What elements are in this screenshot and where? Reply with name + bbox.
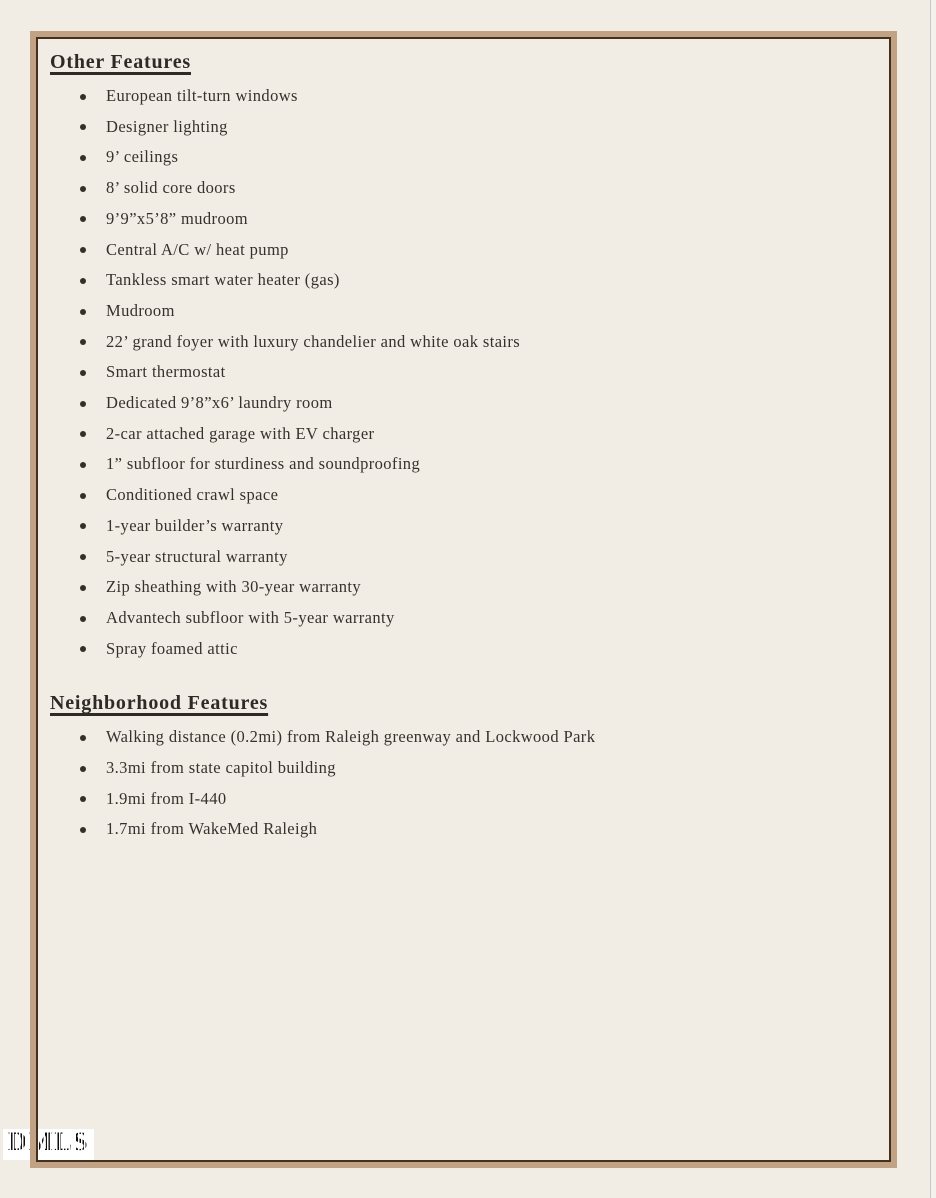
list-item: Smart thermostat — [50, 357, 873, 388]
page-border-frame — [36, 37, 891, 1162]
list-item: Zip sheathing with 30-year warranty — [50, 572, 873, 603]
list-item: 2-car attached garage with EV charger — [50, 419, 873, 450]
list-item: Dedicated 9’8”x6’ laundry room — [50, 388, 873, 419]
scan-edge-line — [930, 0, 931, 1198]
list-item: Mudroom — [50, 296, 873, 327]
list-item: Designer lighting — [50, 112, 873, 143]
list-item: Tankless smart water heater (gas) — [50, 265, 873, 296]
list-item: 9’9”x5’8” mudroom — [50, 204, 873, 235]
list-item: Conditioned crawl space — [50, 480, 873, 511]
list-item: 3.3mi from state capitol building — [50, 753, 873, 784]
dmls-logo-text: DMLS — [8, 1127, 90, 1156]
section-title-neighborhood-features: Neighborhood Features — [50, 692, 269, 715]
section-other-features — [50, 49, 873, 664]
list-item: 1.7mi from WakeMed Raleigh — [50, 814, 873, 845]
list-item: 22’ grand foyer with luxury chandelier and white oak stairs — [50, 327, 873, 358]
scan-edge-margin — [931, 0, 936, 1198]
other-features-list — [50, 81, 873, 664]
neighborhood-features-list — [50, 722, 873, 845]
list-item: 1.9mi from I-440 — [50, 784, 873, 815]
page-content — [38, 39, 889, 845]
list-item: Spray foamed attic — [50, 634, 873, 665]
list-item: 5-year structural warranty — [50, 542, 873, 573]
list-item: Central A/C w/ heat pump — [50, 235, 873, 266]
list-item: 1-year builder’s warranty — [50, 511, 873, 542]
list-item: 1” subfloor for sturdiness and soundproofing — [50, 449, 873, 480]
list-item: Walking distance (0.2mi) from Raleigh greenway and Lockwood Park — [50, 722, 873, 753]
section-title-other-features: Other Features — [50, 51, 191, 73]
list-item: 8’ solid core doors — [50, 173, 873, 204]
list-item: 9’ ceilings — [50, 142, 873, 173]
section-neighborhood-features — [50, 690, 873, 845]
list-item: Advantech subfloor with 5-year warranty — [50, 603, 873, 634]
list-item: European tilt-turn windows — [50, 81, 873, 112]
